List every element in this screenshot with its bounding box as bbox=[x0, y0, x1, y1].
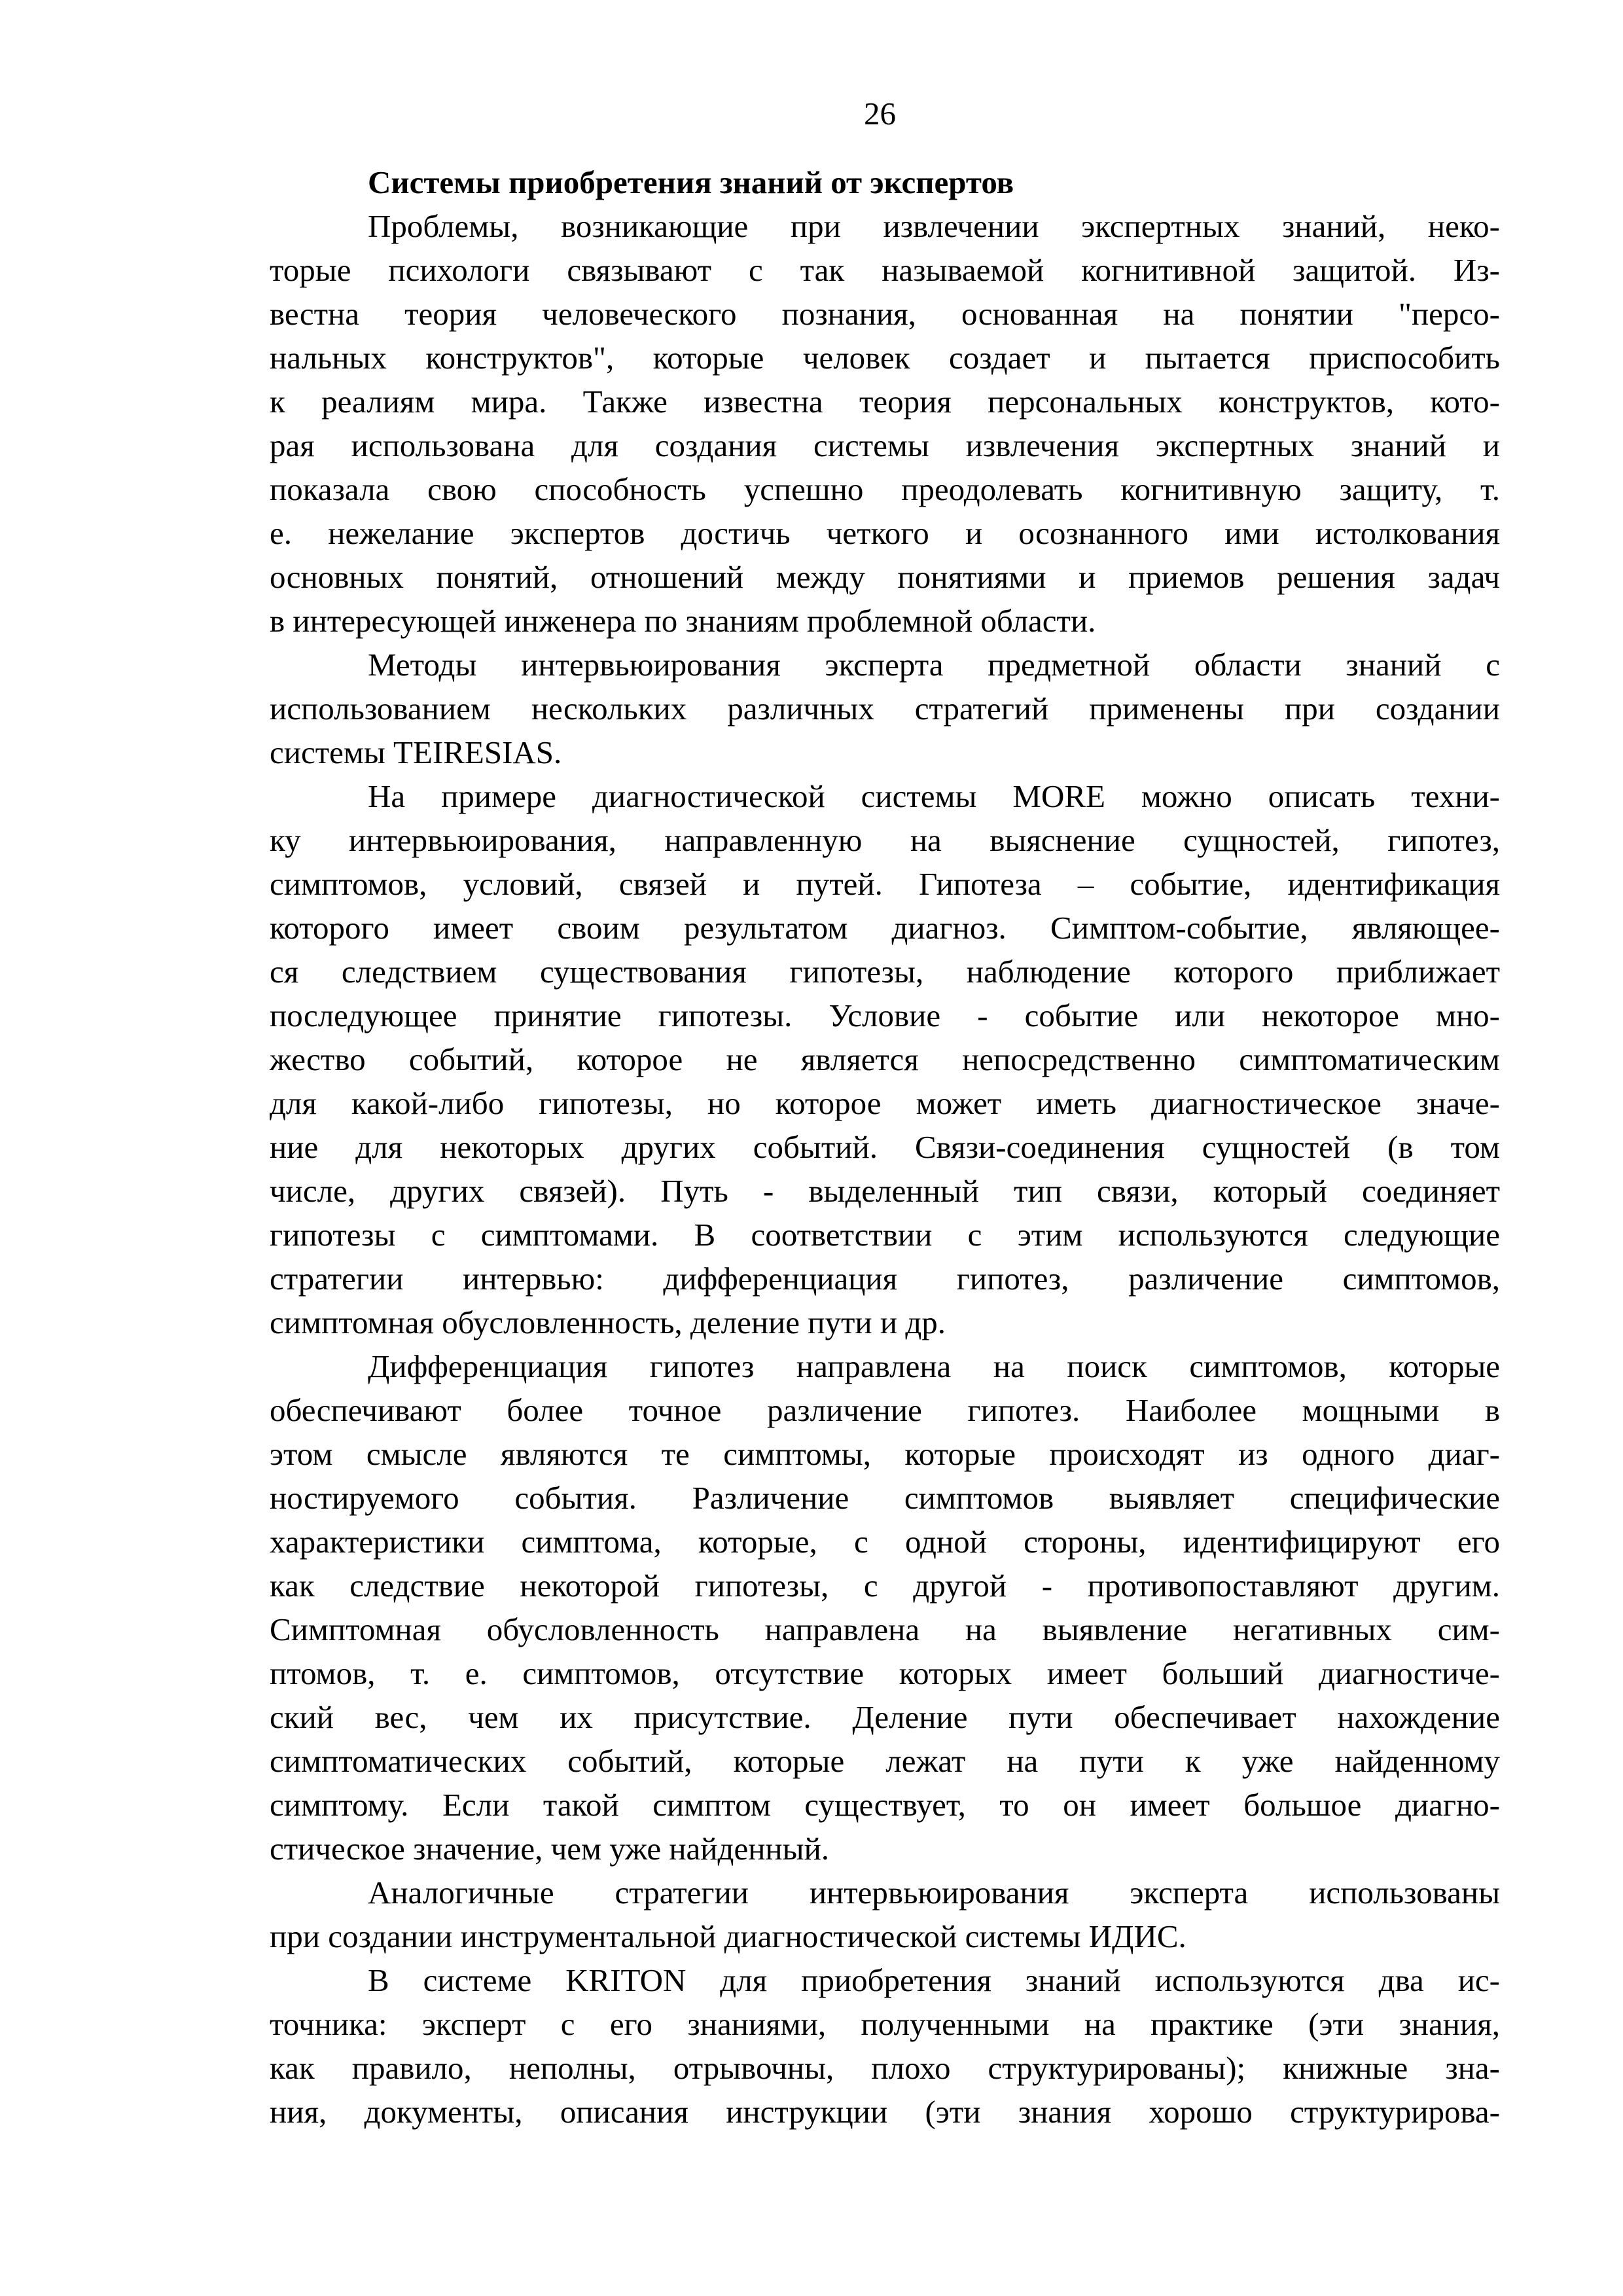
text-line-p4-10: симптоматических событий, которые лежат на пути к уже найденному bbox=[270, 1743, 1500, 1779]
text-line-p1-9: основных понятий, отношений между понятиями и приемов решения задач bbox=[270, 559, 1500, 595]
text-line-p6-4: ния, документы, описания инструкции (эти знания хорошо структурирова- bbox=[270, 2094, 1500, 2130]
text-line-p3-2: ку интервьюирования, направленную на выяснение сущностей, гипотез, bbox=[270, 822, 1500, 858]
text-line-p6-2: точника: эксперт с его знаниями, полученными на практике (эти знания, bbox=[270, 2006, 1500, 2042]
text-line-p1-4: нальных конструктов", которые человек создает и пытается приспособить bbox=[270, 340, 1500, 376]
text-block bbox=[270, 160, 1500, 2134]
text-line-p3-5: ся следствием существования гипотезы, наблюдение которого приближает bbox=[270, 954, 1500, 990]
text-line-p6-3: как правило, неполны, отрывочны, плохо структурированы); книжные зна- bbox=[270, 2050, 1500, 2086]
text-line-p4-11: симптому. Если такой симптом существует, то он имеет большое диагно- bbox=[270, 1787, 1500, 1823]
text-line-p1-5: к реалиям мира. Также известна теория персональных конструктов, кото- bbox=[270, 384, 1500, 420]
text-line-p3-7: жество событий, которое не является непосредственно симптоматическим bbox=[270, 1041, 1500, 1077]
page-number: 26 bbox=[864, 96, 896, 132]
text-line-p1-1: Проблемы, возникающие при извлечении экспертных знаний, неко- bbox=[368, 208, 1500, 244]
text-line-p3-11: гипотезы с симптомами. В соответствии с этим используются следующие bbox=[270, 1217, 1500, 1253]
text-line-p5-1: Аналогичные стратегии интервьюирования эксперта использованы bbox=[368, 1874, 1500, 1910]
text-line-p1-7: показала свою способность успешно преодолевать когнитивную защиту, т. bbox=[270, 471, 1500, 507]
section-heading: Системы приобретения знаний от экспертов bbox=[368, 164, 1014, 200]
text-line-p4-2: обеспечивают более точное различение гипотез. Наиболее мощными в bbox=[270, 1392, 1500, 1428]
text-line-p3-12: стратегии интервью: дифференциация гипотез, различение симптомов, bbox=[270, 1261, 1500, 1297]
text-line-p3-4: которого имеет своим результатом диагноз. Симптом-событие, являющее- bbox=[270, 910, 1500, 946]
text-line-p4-3: этом смысле являются те симптомы, которые происходят из одного диаг- bbox=[270, 1436, 1500, 1472]
text-line-p4-8: птомов, т. е. симптомов, отсутствие которых имеет больший диагностиче- bbox=[270, 1655, 1500, 1691]
text-line-p3-3: симптомов, условий, связей и путей. Гипотеза – событие, идентификация bbox=[270, 866, 1500, 902]
text-line-p1-2: торые психологи связывают с так называемой когнитивной защитой. Из- bbox=[270, 252, 1500, 288]
text-line-p3-1: На примере диагностической системы MORE можно описать техни- bbox=[368, 778, 1500, 814]
text-line-p4-7: Симптомная обусловленность направлена на выявление негативных сим- bbox=[270, 1611, 1500, 1647]
text-line-p6-1: В системе KRITON для приобретения знаний используются два ис- bbox=[368, 1962, 1500, 1998]
text-line-p4-6: как следствие некоторой гипотезы, с другой - противопоставляют другим. bbox=[270, 1568, 1500, 1604]
text-line-p1-6: рая использована для создания системы извлечения экспертных знаний и bbox=[270, 427, 1500, 463]
text-line-p1-8: е. нежелание экспертов достичь четкого и осознанного ими истолкования bbox=[270, 515, 1500, 551]
text-line-p2-1: Методы интервьюирования эксперта предметной области знаний с bbox=[368, 647, 1500, 683]
text-line-p4-5: характеристики симптома, которые, с одной стороны, идентифицируют его bbox=[270, 1524, 1500, 1560]
text-line-p3-10: числе, других связей). Путь - выделенный тип связи, который соединяет bbox=[270, 1173, 1500, 1209]
text-line-p1-3: вестна теория человеческого познания, основанная на понятии "персо- bbox=[270, 296, 1500, 332]
text-line-p3-8: для какой-либо гипотезы, но которое может иметь диагностическое значе- bbox=[270, 1085, 1500, 1121]
text-line-p3-9: ние для некоторых других событий. Связи-соединения сущностей (в том bbox=[270, 1129, 1500, 1165]
text-line-p4-9: ский вес, чем их присутствие. Деление пути обеспечивает нахождение bbox=[270, 1699, 1500, 1735]
text-line-p3-13: симптомная обусловленность, деление пути и др. bbox=[270, 1304, 946, 1340]
text-line-p4-4: ностируемого события. Различение симптомов выявляет специфические bbox=[270, 1480, 1500, 1516]
text-line-p2-2: использованием нескольких различных стратегий применены при создании bbox=[270, 691, 1500, 726]
text-line-p1-10: в интересующей инженера по знаниям проблемной области. bbox=[270, 603, 1096, 639]
text-line-p4-1: Дифференциация гипотез направлена на поиск симптомов, которые bbox=[368, 1348, 1500, 1384]
text-line-p5-2: при создании инструментальной диагностической системы ИДИС. bbox=[270, 1918, 1186, 1954]
text-line-p4-12: стическое значение, чем уже найденный. bbox=[270, 1831, 830, 1867]
text-line-p3-6: последующее принятие гипотезы. Условие - событие или некоторое мно- bbox=[270, 997, 1500, 1033]
text-line-p2-3: системы TEIRESIAS. bbox=[270, 734, 562, 770]
